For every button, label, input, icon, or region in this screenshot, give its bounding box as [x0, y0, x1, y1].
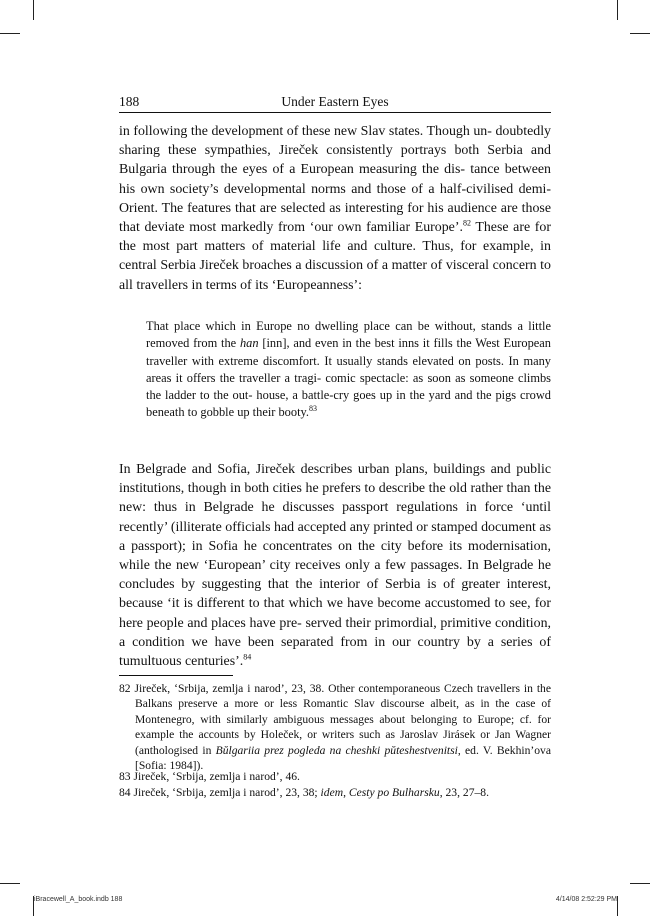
footnote-rule [119, 675, 233, 676]
text-line: half-civilised demi-Orient. The features that are selected as interesting [119, 181, 551, 216]
text-line: Serbia and Bulgaria through the eyes of a European measuring the dis- [119, 143, 551, 178]
footnote-text: 84 Jireček, ‘Srbija, zemlja i narod’, 23, 38; [119, 786, 321, 799]
italic-han: han [239, 336, 259, 351]
printer-slug-timestamp: 4/14/08 2:52:29 PM [555, 896, 617, 903]
running-title: Under Eastern Eyes [281, 94, 389, 109]
crop-mark [617, 896, 618, 916]
crop-mark [0, 883, 20, 884]
crop-mark [630, 883, 650, 884]
text-line: in force ‘until recently’ (illiterate officials had accepted any printed or [119, 500, 551, 535]
crop-mark [630, 33, 650, 34]
text-line: have become accustomed to see, for here people and places have pre- [119, 596, 551, 631]
body-paragraph-1 [119, 122, 551, 295]
running-header [119, 94, 551, 113]
text-line: separated from in our country by a series of tumultuous centuries’. [119, 634, 551, 670]
quote-line: the West European traveller with extreme discomfort. It usually [146, 336, 551, 368]
text-line: served their primordial, primitive condition, a condition we have been [119, 615, 551, 650]
text-line: discussion of a matter of visceral concern to all travellers in terms of its [119, 258, 551, 293]
body-paragraph-2 [119, 460, 551, 671]
footnote-italic: Bŭlgariia prez pogleda na cheshki pŭteshestvenitsi [215, 743, 458, 757]
footnote-text: 82 Jireček, ‘Srbija, zemlja i narod’, 23, 38. Other contemporaneous Czech travellers in the Balkans preserve a more or less Romantic Slav discourse albeit, as in the case of Montenegro, with similarly ambiguous messages about belonging to Europe; cf. for example the accounts by Holeček, or writers such as Jaroslav Jirásek or Jan Wagner (anthologised in [119, 682, 551, 757]
quote-line: comic spectacle: as soon as someone climbs the ladder to the out- [146, 370, 551, 403]
quote-line: a little removed from the [146, 319, 551, 351]
footnote-text: , ed. V. Bekhin’ova [Sofia: 1984]). [135, 743, 551, 773]
quote-line: gobble up their booty. [200, 405, 310, 420]
text-line: familiar Europe’. [366, 220, 463, 236]
footnote-83 [119, 769, 551, 784]
text-line: In Belgrade and Sofia, Jireček describes urban plans, buildings and [119, 462, 511, 477]
text-line: These are for the most part matters of material life [119, 220, 551, 255]
quote-line: stands elevated on posts. In many areas it offers the traveller a tragi- [146, 353, 551, 385]
footnote-ref-84: 84 [243, 652, 252, 662]
text-line: stamped document as a passport); in Sofia he concentrates on the city [119, 519, 551, 554]
footnote-ref-82: 82 [462, 218, 471, 228]
quote-line: house, a battle-cry goes up in the yard and the pigs crowd beneath to [146, 388, 551, 420]
text-line: in following the development of these new Slav states. Though un- [119, 124, 492, 139]
text-line: doubtedly sharing these sympathies, Jireček consistently portrays both [119, 124, 551, 159]
text-line: few passages. In Belgrade he concludes by suggesting that the interior [119, 558, 551, 593]
crop-mark [617, 0, 618, 20]
footnote-82 [119, 681, 551, 773]
footnote-italic: Cesty po Bulharsku [348, 786, 440, 799]
text-line: ‘Europeanness’: [271, 277, 363, 293]
text-line: public institutions, though in both cities he prefers to describe the old [119, 462, 551, 497]
quote-line: [inn], and even in the best inns it fills [258, 336, 453, 351]
footnote-text: , [343, 786, 349, 799]
text-line: and culture. Thus, for example, in central Serbia Jireček broaches a [119, 239, 551, 274]
block-quote [146, 318, 551, 422]
quote-line: That place which in Europe no dwelling place can be without, stands [146, 319, 513, 333]
text-line: of Serbia is of greater interest, because ‘it is different to that which we [119, 577, 551, 612]
text-line: before its modernisation, while the new ‘European’ city receives only a [119, 538, 551, 574]
text-line: for his audience are those that deviate most markedly from ‘our own [119, 200, 551, 236]
printer-slug-file: iBracewell_A_book.indb 188 [34, 896, 123, 903]
footnote-text: , 23, 27–8. [439, 786, 489, 799]
crop-mark [33, 0, 34, 20]
page-number: 188 [119, 94, 140, 109]
footnote-ref-83: 83 [309, 404, 318, 414]
footnote-italic: idem [320, 786, 344, 799]
text-line: tance between his own society’s developmental norms and those of a [119, 162, 552, 197]
footnote-text: 83 Jireček, ‘Srbija, zemlja i narod’, 46. [119, 770, 300, 783]
text-line: rather than the new: thus in Belgrade he discusses passport regulations [119, 481, 551, 516]
crop-mark [0, 33, 20, 34]
footnote-84 [119, 785, 551, 800]
